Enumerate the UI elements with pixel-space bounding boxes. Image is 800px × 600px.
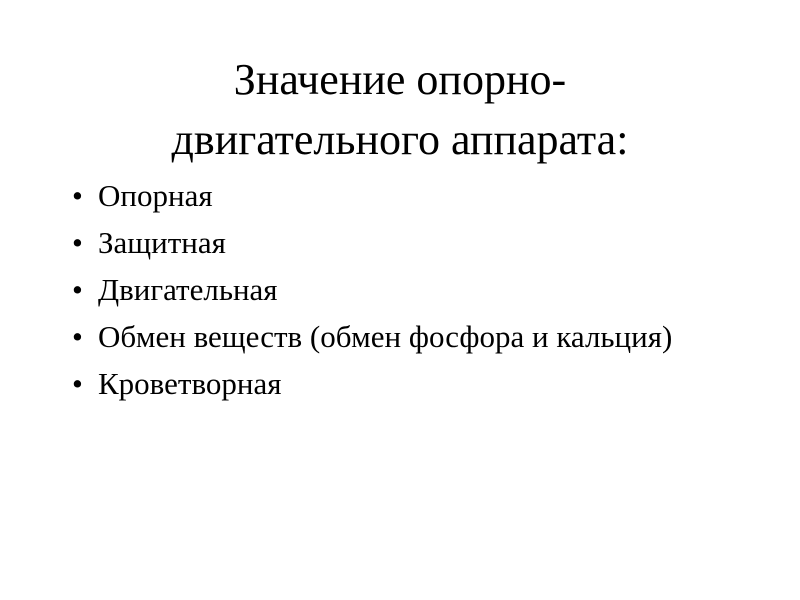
slide-title-line-2: двигательного аппарата:: [171, 115, 629, 164]
bullet-item-hematopoietic: [70, 364, 720, 404]
slide-title-line-1: Значение опорно-: [233, 55, 567, 104]
bullet-label: Защитная: [98, 225, 226, 260]
bullet-dot-icon: •: [72, 319, 83, 354]
bullet-item-support: [70, 176, 720, 216]
bullet-label: Кроветворная: [98, 366, 282, 401]
bullet-dot-icon: •: [72, 272, 83, 307]
bullet-list: [70, 176, 720, 411]
bullet-item-protective: [70, 223, 720, 263]
bullet-label: Обмен веществ (обмен фосфора и кальция): [98, 319, 673, 354]
bullet-dot-icon: •: [72, 225, 83, 260]
bullet-item-motor: [70, 270, 720, 310]
slide-title: [80, 50, 720, 170]
bullet-label: Двигательная: [98, 272, 278, 307]
bullet-label: Опорная: [98, 178, 213, 213]
bullet-dot-icon: •: [72, 178, 83, 213]
bullet-item-metabolism: [70, 317, 720, 357]
bullet-dot-icon: •: [72, 366, 83, 401]
